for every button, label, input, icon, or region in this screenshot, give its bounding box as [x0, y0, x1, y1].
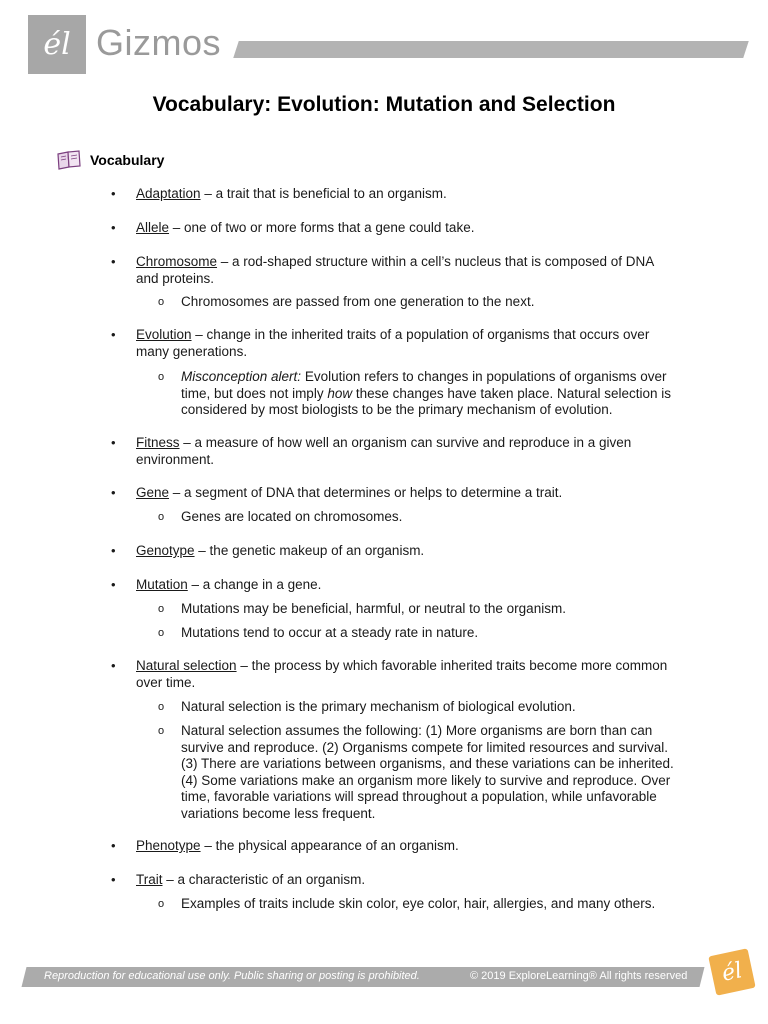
definition: – the process by which favorable inherited traits become more common over time. [136, 658, 668, 690]
bullet: • [111, 485, 116, 500]
sub-item [158, 699, 681, 716]
section-header [56, 150, 164, 170]
definition: – a rod-shaped structure within a cell’s nucleus that is composed of DNA and proteins. [136, 254, 654, 286]
sub-item [158, 601, 681, 618]
explorelearning-logo-icon: él [708, 948, 755, 995]
note-text: Evolution refers to changes in populations of organisms over time, but does not imply [181, 369, 667, 401]
note: Chromosomes are passed from one generation to the next. [181, 294, 535, 309]
brand-name: Gizmos [96, 22, 222, 63]
sub-bullet: o [158, 898, 165, 910]
term: Phenotype [136, 838, 201, 853]
header-bar [233, 41, 749, 58]
sub-item [158, 369, 681, 419]
bullet: • [111, 254, 116, 269]
bullet: • [111, 186, 116, 201]
misconception-label: Misconception alert: [181, 369, 302, 384]
footer-notice: Reproduction for educational use only. Public sharing or posting is prohibited. [44, 970, 420, 982]
sub-item [158, 509, 681, 526]
definition: – a segment of DNA that determines or helps to determine a trait. [169, 485, 563, 500]
term: Allele [136, 220, 170, 235]
footer-copyright: © 2019 ExploreLearning® All rights reserved [470, 970, 688, 982]
book-icon [56, 150, 82, 170]
bullet: • [111, 543, 116, 558]
note-emphasis: how [327, 385, 353, 401]
sub-bullet: o [158, 371, 165, 383]
definition: – a characteristic of an organism. [162, 872, 366, 887]
sub-bullet: o [158, 627, 165, 639]
definition: – one of two or more forms that a gene could take. [169, 220, 475, 235]
bullet: • [111, 577, 116, 592]
term: Natural selection [136, 658, 237, 673]
list-item-allele [111, 220, 676, 237]
note-text: these changes have taken place. Natural selection is considered by most biologists to be the primary mechanism of evolution. [181, 385, 672, 417]
sub-bullet: o [158, 296, 165, 308]
sub-item [158, 896, 681, 913]
note: Natural selection assumes the following: (1) More organisms are born than can survive and reproduce. (2) Organisms compete for limited resources and survival. (3) There are variations between organisms, and these variations can be inherited. (4) Some variations make an organism more likely to survive and reproduce. Over time, favorable variations will spread throughout a population, while unfavorable variations become less frequent. [181, 723, 674, 821]
sub-bullet: o [158, 511, 165, 523]
term: Mutation [136, 577, 188, 592]
term: Fitness [136, 435, 180, 450]
list-item-evolution [111, 327, 676, 360]
term: Adaptation [136, 186, 201, 201]
list-item-genotype [111, 543, 676, 560]
term: Gene [136, 485, 170, 500]
list-item-natural-selection [111, 658, 676, 691]
bullet: • [111, 220, 116, 235]
bullet: • [111, 658, 116, 673]
definition: – a trait that is beneficial to an organism. [200, 186, 447, 201]
list-item-mutation [111, 577, 676, 594]
sub-item [158, 723, 681, 822]
sub-item [158, 294, 681, 311]
definition: – the physical appearance of an organism. [200, 838, 459, 853]
gizmos-logo [28, 15, 86, 74]
list-item-adaptation [111, 186, 676, 203]
page-title: Vocabulary: Evolution: Mutation and Selection [152, 93, 616, 116]
sub-bullet: o [158, 603, 165, 615]
note: Mutations tend to occur at a steady rate in nature. [181, 625, 479, 640]
sub-bullet: o [158, 701, 165, 713]
note: Mutations may be beneficial, harmful, or neutral to the organism. [181, 601, 566, 616]
list-item-trait [111, 872, 676, 889]
list-item-gene [111, 485, 676, 502]
list-item-phenotype [111, 838, 676, 855]
el-logo-mark: él [43, 27, 71, 62]
note: Genes are located on chromosomes. [181, 509, 403, 524]
term: Genotype [136, 543, 195, 558]
list-item-chromosome [111, 254, 676, 287]
definition: – a change in a gene. [187, 577, 322, 592]
list-item-fitness [111, 435, 676, 468]
term: Chromosome [136, 254, 218, 269]
section-label: Vocabulary [90, 152, 165, 168]
sub-item [158, 625, 681, 642]
note: Examples of traits include skin color, eye color, hair, allergies, and many others. [181, 896, 656, 911]
sub-bullet: o [158, 725, 165, 737]
bullet: • [111, 435, 116, 450]
bullet: • [111, 327, 116, 342]
definition: – the genetic makeup of an organism. [194, 543, 425, 558]
bullet: • [111, 838, 116, 853]
bullet: • [111, 872, 116, 887]
term: Trait [136, 872, 163, 887]
definition: – a measure of how well an organism can survive and reproduce in a given environment. [136, 435, 632, 467]
note: Natural selection is the primary mechanism of biological evolution. [181, 699, 576, 714]
definition: – change in the inherited traits of a population of organisms that occurs over many generations. [136, 327, 650, 359]
term: Evolution [136, 327, 192, 342]
